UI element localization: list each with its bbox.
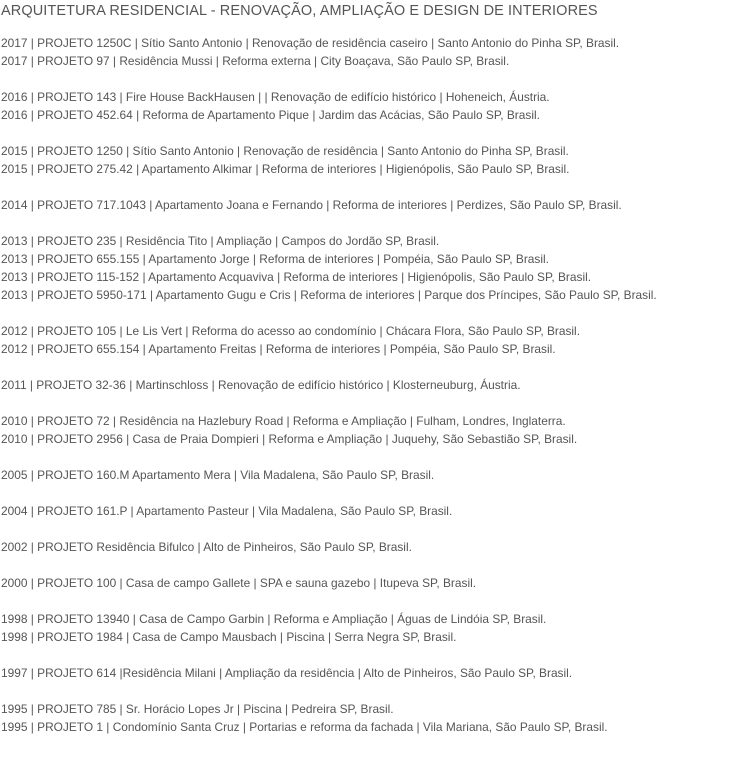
year-group <box>1 34 729 70</box>
year-group <box>1 322 729 358</box>
project-entry: 2014 | PROJETO 717.1043 | Apartamento Joana e Fernando | Reforma de interiores | Perdizes, São Paulo SP, Brasil. <box>1 198 622 212</box>
project-entry: 2013 | PROJETO 115-152 | Apartamento Acquaviva | Reforma de interiores | Higienópolis, São Paulo SP, Brasil. <box>1 270 592 284</box>
project-entry: 2010 | PROJETO 72 | Residência na Hazlebury Road | Reforma e Ampliação | Fulham, Londres, Inglaterra. <box>1 414 566 428</box>
project-groups <box>1 34 729 736</box>
year-group <box>1 232 729 304</box>
year-group <box>1 412 729 448</box>
project-entry: 1995 | PROJETO 1 | Condomínio Santa Cruz | Portarias e reforma da fachada | Vila Mariana, São Paulo SP, Brasil. <box>1 720 608 734</box>
year-group <box>1 196 729 214</box>
project-entry: 2016 | PROJETO 143 | Fire House BackHausen | | Renovação de edifício histórico | Hoheneich, Áustria. <box>1 90 550 104</box>
project-entry: 2010 | PROJETO 2956 | Casa de Praia Dompieri | Reforma e Ampliação | Juquehy, São Sebastião SP, Brasil. <box>1 432 578 446</box>
year-group <box>1 502 729 520</box>
project-entry: 1998 | PROJETO 1984 | Casa de Campo Mausbach | Piscina | Serra Negra SP, Brasil. <box>1 630 457 644</box>
project-entry: 2013 | PROJETO 655.155 | Apartamento Jorge | Reforma de interiores | Pompéia, São Paulo SP, Brasil. <box>1 252 549 266</box>
project-entry: 1997 | PROJETO 614 |Residência Milani | Ampliação da residência | Alto de Pinheiros, São Paulo SP, Brasil. <box>1 666 573 680</box>
project-entry: 2012 | PROJETO 105 | Le Lis Vert | Reforma do acesso ao condomínio | Chácara Flora, São Paulo SP, Brasil. <box>1 324 581 338</box>
project-entry: 1998 | PROJETO 13940 | Casa de Campo Garbin | Reforma e Ampliação | Águas de Lindóia SP, Brasil. <box>1 612 547 626</box>
year-group <box>1 664 729 682</box>
project-entry: 2017 | PROJETO 97 | Residência Mussi | Reforma externa | City Boaçava, São Paulo SP, Brasil. <box>1 54 510 68</box>
year-group <box>1 88 729 124</box>
project-entry: 2011 | PROJETO 32-36 | Martinschloss | Renovação de edifício histórico | Klosterneuburg, Áustria. <box>1 378 521 392</box>
year-group <box>1 700 729 736</box>
project-entry: 2013 | PROJETO 5950-171 | Apartamento Gugu e Cris | Reforma de interiores | Parque dos Príncipes, São Paulo SP, Brasil. <box>1 288 657 302</box>
project-entry: 2002 | PROJETO Residência Bifulco | Alto de Pinheiros, São Paulo SP, Brasil. <box>1 540 412 554</box>
project-entry: 2004 | PROJETO 161.P | Apartamento Pasteur | Vila Madalena, São Paulo SP, Brasil. <box>1 504 453 518</box>
year-group <box>1 466 729 484</box>
year-group <box>1 376 729 394</box>
year-group <box>1 574 729 592</box>
project-entry: 2000 | PROJETO 100 | Casa de campo Gallete | SPA e sauna gazebo | Itupeva SP, Brasil. <box>1 576 477 590</box>
project-entry: 2017 | PROJETO 1250C | Sítio Santo Antonio | Renovação de residência caseiro | Santo Antonio do Pinha SP, Brasil. <box>1 36 620 50</box>
project-entry: 2016 | PROJETO 452.64 | Reforma de Apartamento Pique | Jardim das Acácias, São Paulo SP, Brasil. <box>1 108 540 122</box>
page-title: ARQUITETURA RESIDENCIAL - RENOVAÇÃO, AMPLIAÇÃO E DESIGN DE INTERIORES <box>1 3 598 19</box>
project-entry: 2015 | PROJETO 1250 | Sítio Santo Antonio | Renovação de residência | Santo Antonio do Pinha SP, Brasil. <box>1 144 569 158</box>
year-group <box>1 538 729 556</box>
project-entry: 2015 | PROJETO 275.42 | Apartamento Alkimar | Reforma de interiores | Higienópolis, São Paulo SP, Brasil. <box>1 162 570 176</box>
project-entry: 1995 | PROJETO 785 | Sr. Horácio Lopes Jr | Piscina | Pedreira SP, Brasil. <box>1 702 394 716</box>
year-group <box>1 142 729 178</box>
project-entry: 2013 | PROJETO 235 | Residência Tito | Ampliação | Campos do Jordão SP, Brasil. <box>1 234 440 248</box>
project-entry: 2005 | PROJETO 160.M Apartamento Mera | Vila Madalena, São Paulo SP, Brasil. <box>1 468 435 482</box>
project-entry: 2012 | PROJETO 655.154 | Apartamento Freitas | Reforma de interiores | Pompéia, São Paulo SP, Brasil. <box>1 342 556 356</box>
year-group <box>1 610 729 646</box>
